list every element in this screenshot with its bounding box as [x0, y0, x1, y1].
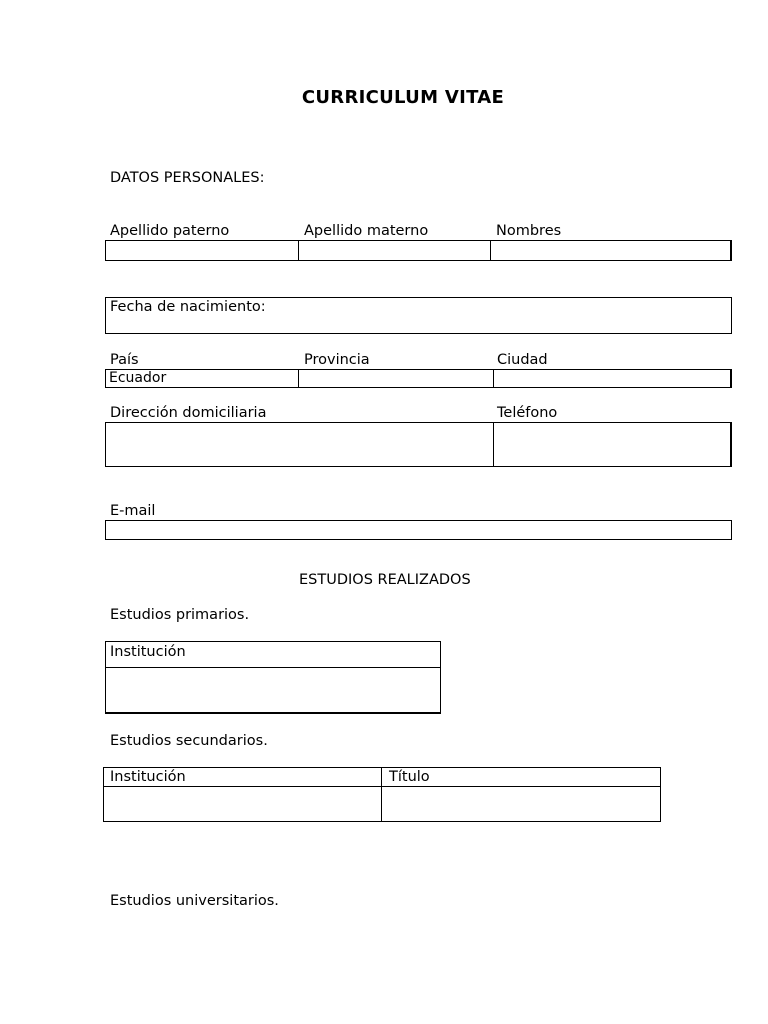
primary-studies-heading: Estudios primarios.	[110, 607, 250, 623]
personal-data-heading: DATOS PERSONALES:	[110, 170, 265, 186]
studies-heading: ESTUDIOS REALIZADOS	[299, 572, 471, 588]
direccion-field[interactable]	[106, 423, 492, 466]
label-telefono: Teléfono	[497, 405, 558, 421]
ciudad-field[interactable]	[494, 370, 730, 387]
label-pais: País	[110, 352, 139, 368]
email-field[interactable]	[105, 520, 732, 540]
label-nombres: Nombres	[496, 223, 562, 239]
label-fecha-nacimiento: Fecha de nacimiento:	[110, 299, 266, 315]
university-studies-heading: Estudios universitarios.	[110, 893, 279, 909]
primary-studies-table	[105, 641, 441, 714]
fecha-nacimiento-field[interactable]	[105, 297, 732, 334]
secondary-titulo-cell[interactable]	[382, 787, 660, 821]
provincia-field[interactable]	[299, 370, 492, 387]
label-provincia: Provincia	[304, 352, 370, 368]
primary-institucion-cell[interactable]	[106, 668, 440, 712]
label-ciudad: Ciudad	[497, 352, 548, 368]
secondary-studies-table	[103, 767, 661, 822]
secondary-col-institucion: Institución	[110, 769, 186, 785]
secondary-col-titulo: Título	[389, 769, 430, 785]
page-title: CURRICULUM VITAE	[301, 87, 505, 108]
label-apellido-paterno: Apellido paterno	[110, 223, 230, 239]
pais-field[interactable]: Ecuador	[109, 370, 167, 386]
primary-col-institucion: Institución	[110, 644, 186, 660]
telefono-field[interactable]	[494, 423, 730, 466]
label-apellido-materno: Apellido materno	[304, 223, 429, 239]
apellido-paterno-field[interactable]	[106, 241, 298, 260]
label-direccion: Dirección domiciliaria	[110, 405, 267, 421]
secondary-institucion-cell[interactable]	[104, 787, 381, 821]
label-email: E-mail	[110, 503, 156, 519]
nombres-field[interactable]	[491, 241, 730, 260]
secondary-studies-heading: Estudios secundarios.	[110, 733, 268, 749]
apellido-materno-field[interactable]	[299, 241, 490, 260]
